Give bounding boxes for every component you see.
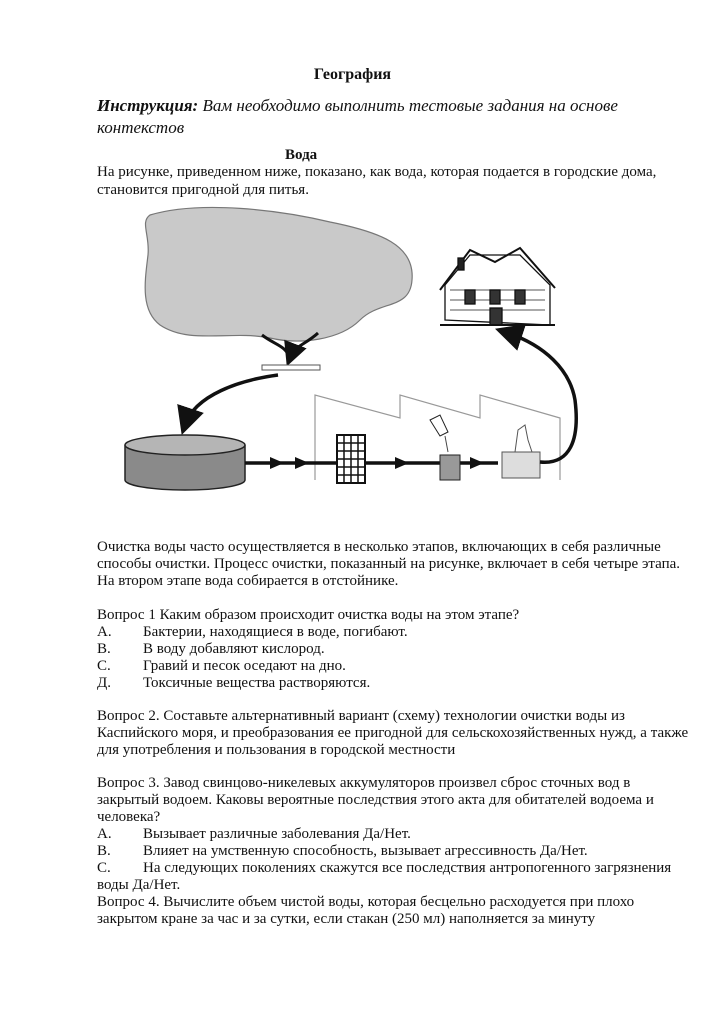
instruction-label: Инструкция:: [97, 96, 199, 115]
question-3: закрытый водоем. Каковы вероятные последствия этого акта для обитателей водоема и: [97, 792, 654, 808]
q1-option-c: [97, 658, 346, 675]
option-key: Д.: [97, 675, 111, 691]
instruction-text: Вам необходимо выполнить тестовые задания на основе: [202, 96, 618, 115]
arrow-to-tank: [185, 375, 278, 425]
question-3: человека?: [97, 809, 161, 825]
option-text: Токсичные вещества растворяются.: [143, 675, 371, 691]
option-text: На следующих поколениях скажутся все последствия антропогенного загрязнения: [143, 860, 672, 876]
option-key: А.: [97, 624, 112, 640]
filter-grid-icon: [337, 435, 365, 483]
intro-line: На рисунке, приведенном ниже, показано, как вода, которая подается в городские дома,: [97, 164, 657, 180]
q1-option-d: [97, 675, 370, 692]
option-key: А.: [97, 826, 112, 842]
option-key: В.: [97, 843, 111, 859]
cloud-source: [145, 207, 412, 341]
context-line: Очистка воды часто осуществляется в несколько этапов, включающих в себя различные: [97, 539, 661, 555]
option-text: Вызывает различные заболевания Да/Нет.: [143, 826, 411, 842]
context-line: способы очистки. Процесс очистки, показанный на рисунке, включает в себя четыре этапа.: [97, 556, 681, 572]
option-text: В воду добавляют кислород.: [143, 641, 325, 657]
option-key: С.: [97, 658, 111, 674]
question-2: Каспийского моря, и преобразования ее пригодной для сельскохозяйственных нужд, а также: [97, 725, 689, 741]
instruction-line-2: контекстов: [97, 118, 185, 137]
question-4: Вопрос 4. Вычислите объем чистой воды, которая бесцельно расходуется при плохо: [97, 894, 635, 910]
q3-option-c-cont: воды Да/Нет.: [97, 877, 181, 893]
question-2: Вопрос 2. Составьте альтернативный вариант (схему) технологии очистки воды из: [97, 708, 625, 724]
question-3: Вопрос 3. Завод свинцово-никелевых аккумуляторов произвел сброс сточных вод в: [97, 775, 631, 791]
option-text: Гравий и песок оседают на дно.: [143, 658, 346, 674]
option-text: Бактерии, находящиеся в воде, погибают.: [143, 624, 408, 640]
option-text: Влияет на умственную способность, вызывает агрессивность Да/Нет.: [143, 843, 588, 859]
question-2: для употребления и пользования в городской местности: [97, 742, 456, 758]
section-heading: Вода: [285, 147, 318, 163]
intro-line: становится пригодной для питья.: [97, 182, 309, 198]
page-title: География: [313, 66, 392, 83]
option-key: В.: [97, 641, 111, 657]
intake-bar: [262, 365, 320, 370]
q3-option-a: [97, 826, 411, 843]
house-icon: [440, 248, 555, 325]
context-line: На втором этапе вода собирается в отстойнике.: [97, 573, 399, 589]
q1-option-b: [97, 641, 325, 658]
settling-tank-icon: [125, 435, 245, 490]
q1-option-a: [97, 624, 408, 641]
question-4: закрытом кране за час и за сутки, если стакан (250 мл) наполняется за минуту: [97, 911, 596, 927]
option-key: С.: [97, 860, 111, 876]
q3-option-c: [97, 860, 671, 877]
question-1: Вопрос 1 Каким образом происходит очистка воды на этом этапе?: [97, 607, 520, 623]
q3-option-b: [97, 843, 588, 860]
